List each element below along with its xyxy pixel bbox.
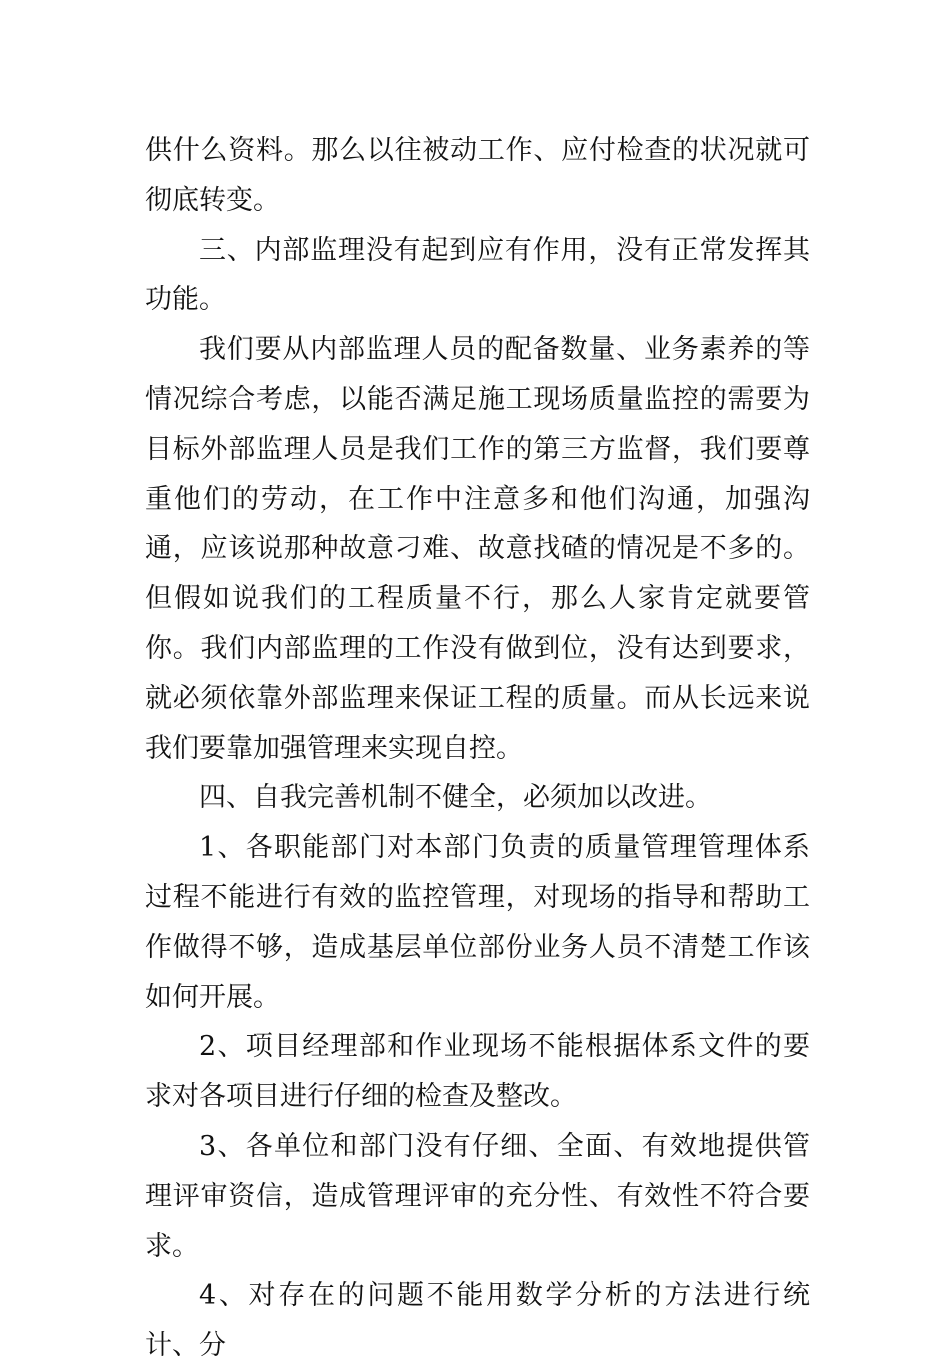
document-body [145, 126, 810, 1371]
list-item-1: 1、各职能部门对本部门负责的质量管理管理体系过程不能进行有效的监控管理，对现场的指导和帮助工作做得不够，造成基层单位部份业务人员不清楚工作该如何开展。 [145, 832, 810, 1013]
list-item-3: 3、各单位和部门没有仔细、全面、有效地提供管理评审资信，造成管理评审的充分性、有效性不符合要求。 [145, 1130, 810, 1262]
list-item-2: 2、项目经理部和作业现场不能根据体系文件的要求对各项目进行仔细的检查及整改。 [145, 1031, 810, 1113]
paragraph-continuation: 供什么资料。那么以往被动工作、应付检查的状况就可彻底转变。 [145, 135, 810, 216]
heading-section-four: 四、自我完善机制不健全，必须加以改进。 [199, 782, 712, 814]
list-item-4: 4、对存在的问题不能用数学分析的方法进行统计、分 [145, 1280, 810, 1362]
heading-section-three: 三、内部监理没有起到应有作用，没有正常发挥其功能。 [145, 234, 810, 316]
paragraph-supervision: 我们要从内部监理人员的配备数量、业务素养的等情况综合考虑，以能否满足施工现场质量监控的需要为目标外部监理人员是我们工作的第三方监督，我们要尊重他们的劳动，在工作中注意多和他们沟通，加强沟通，应该说那种故意刁难、故意找碴的情况是不多的。但假如说我们的工程质量不行，那么人家肯定就要管你。我们内部监理的工作没有做到位，没有达到要求，就必须依靠外部监理来保证工程的质量。而从长远来说我们要靠加强管理来实现自控。 [145, 334, 810, 764]
